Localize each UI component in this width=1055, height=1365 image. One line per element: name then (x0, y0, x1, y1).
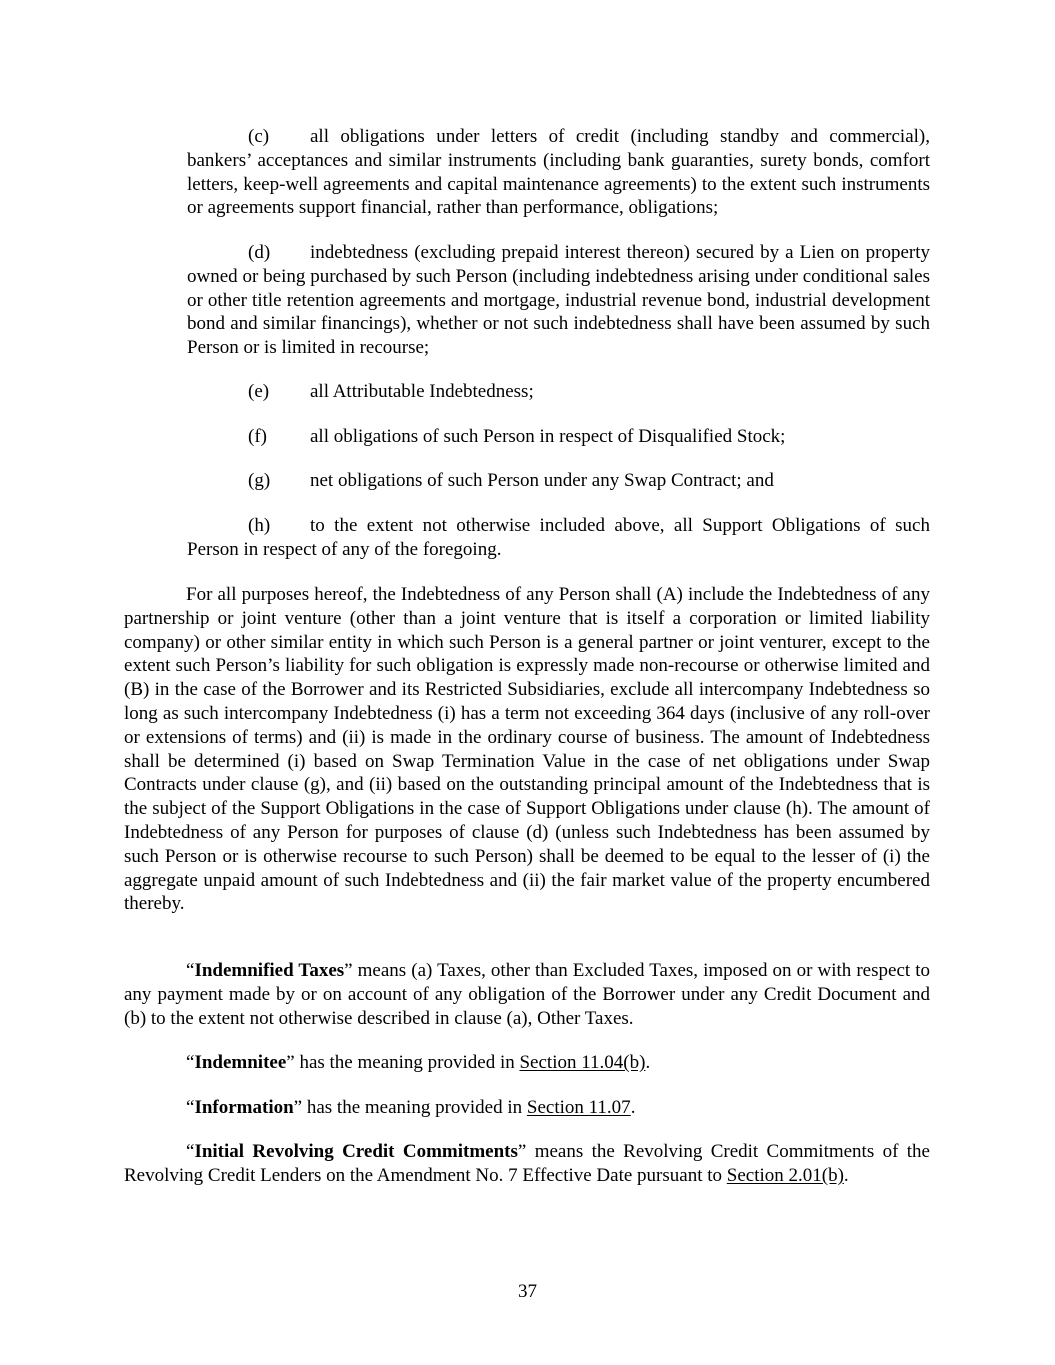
clause-g (187, 469, 930, 493)
open-quote: “ (186, 1141, 195, 1162)
clause-text: net obligations of such Person under any Swap Contract; and (310, 470, 774, 491)
definition-text: has the meaning provided in (294, 1052, 520, 1073)
close-quote: ” (286, 1052, 295, 1073)
close-quote: ” (293, 1097, 303, 1118)
clause-label: (g) (248, 470, 271, 491)
clause-e (187, 380, 930, 404)
definition-text: has the meaning provided in (302, 1097, 527, 1118)
close-quote: ” (517, 1141, 527, 1162)
indebtedness-paragraph: For all purposes hereof, the Indebtedness of any Person shall (A) include the Indebtedness of any partnership or joint venture (other than a joint venture that is itself a corporation or limited liability company) or other similar entity in which such Person is a general partner or joint venturer, except to the extent such Person’s liability for such obligation is expressly made non-recourse or otherwise limited and (B) in the case of the Borrower and its Restricted Subsidiaries, exclude all intercompany Indebtedness so long as such intercompany Indebtedness (i) has a term not exceeding 364 days (inclusive of any roll-over or extensions of terms) and (ii) is made in the ordinary course of business. The amount of Indebtedness shall be determined (i) based on Swap Termination Value in the case of net obligations under Swap Contracts under clause (g), and (ii) based on the outstanding principal amount of the Indebtedness that is the subject of the Support Obligations in the case of Support Obligations under clause (h). The amount of Indebtedness of any Person for purposes of clause (d) (unless such Indebtedness has been assumed by such Person or is otherwise recourse to such Person) shall be deemed to be equal to the lesser of (i) the aggregate unpaid amount of such Indebtedness and (ii) the fair market value of the property encumbered thereby. (124, 584, 930, 915)
open-quote: “ (186, 960, 195, 981)
defined-term: Information (194, 1097, 294, 1118)
defined-term: Indemnified Taxes (194, 960, 345, 981)
clause-label: (f) (248, 426, 267, 447)
clause-label: (d) (248, 242, 271, 263)
definition-initial-revolving (124, 1140, 930, 1188)
open-quote: “ (186, 1052, 195, 1073)
section-reference-link[interactable]: Section 11.07 (526, 1097, 631, 1118)
section-reference-link[interactable]: Section 2.01(b) (726, 1164, 844, 1186)
definition-indemnified-taxes (124, 959, 930, 1030)
period: . (645, 1052, 651, 1073)
defined-term: Initial Revolving Credit Commitments (194, 1141, 518, 1162)
clause-text: all obligations of such Person in respect of Disqualified Stock; (310, 426, 786, 447)
clause-text: all Attributable Indebtedness; (310, 381, 534, 402)
definition-text: means the Revolving Credit Commitments of the Revolving Credit Lenders on the Amendment No. 7 Effective Date pursuant to (124, 1141, 930, 1186)
clause-f (187, 425, 930, 449)
open-quote: “ (186, 1097, 195, 1118)
clause-d (187, 241, 930, 360)
section-reference-link[interactable]: Section 11.04(b) (519, 1052, 646, 1073)
clause-c (187, 125, 930, 220)
definition-indemnitee (124, 1051, 930, 1075)
clause-label: (h) (248, 515, 271, 536)
clause-label: (c) (248, 126, 270, 147)
page-number: 37 (518, 1281, 537, 1302)
definition-information (124, 1096, 930, 1120)
clause-label: (e) (248, 381, 270, 402)
clause-text: indebtedness (excluding prepaid interest thereon) secured by a Lien on property owned or being purchased by such Person (including indebtedness arising under conditional sales or other title retention agreements and mortgage, industrial revenue bond, industrial development bond and similar financings), whether or not such indebtedness shall have been assumed by such Person or is limited in recourse; (187, 242, 930, 359)
period: . (630, 1097, 636, 1118)
period: . (843, 1164, 849, 1186)
definition-text: means (a) Taxes, other than Excluded Taxes, imposed on or with respect to any payment made by or on account of any obligation of the Borrower under any Credit Document and (b) to the extent not otherwise described in clause (a), Other Taxes. (124, 960, 930, 1029)
close-quote: ” (344, 960, 353, 981)
clause-text: to the extent not otherwise included above, all Support Obligations of such Person in respect of any of the foregoing. (187, 515, 930, 560)
clause-h (187, 514, 930, 562)
clause-text: all obligations under letters of credit (including standby and commercial), bankers’ acceptances and similar instruments (including bank guaranties, surety bonds, comfort letters, keep-well agreements and capital maintenance agreements) to the extent such instruments or agreements support financial, rather than performance, obligations; (187, 126, 930, 219)
defined-term: Indemnitee (194, 1052, 287, 1073)
